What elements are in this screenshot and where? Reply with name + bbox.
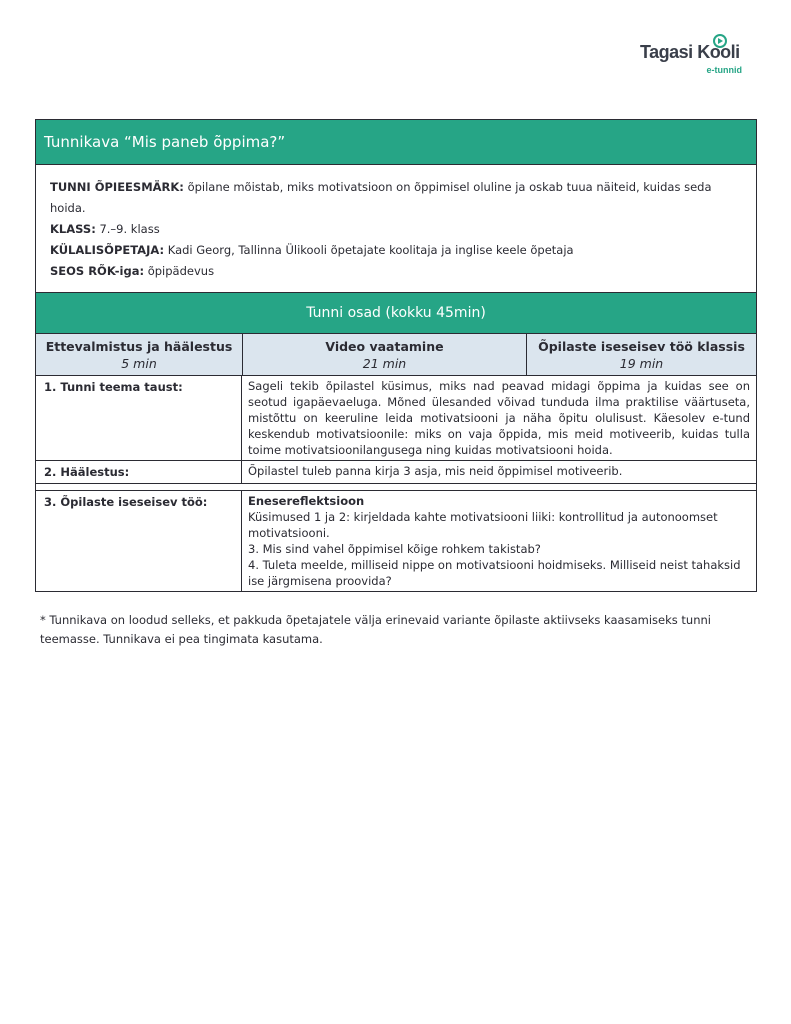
class-label: KLASS:	[50, 222, 96, 236]
class-text: 7.–9. klass	[99, 222, 160, 236]
logo-name: Tagasi Kooli	[640, 42, 740, 62]
lesson-parts-header	[36, 293, 756, 334]
goal-line	[50, 177, 742, 219]
goal-text: õpilane mõistab, miks motivatsioon on õppimisel oluline ja oskab tuua näiteid, kuidas seda hoida.	[50, 180, 712, 215]
phase-cell	[242, 334, 526, 375]
logo-subtitle: e-tunnid	[706, 65, 742, 75]
phase-row	[36, 334, 756, 376]
curriculum-link-text: õpipädevus	[147, 264, 215, 278]
row-content	[242, 491, 756, 591]
lesson-plan-table	[35, 119, 757, 592]
table-row	[36, 376, 756, 461]
table-row	[36, 491, 756, 591]
goal-label: TUNNI ÕPIEESMÄRK:	[50, 180, 184, 194]
phase-name: Õpilaste iseseisev töö klassis	[538, 339, 745, 354]
guest-teacher-line	[50, 240, 742, 261]
phase-name: Video vaatamine	[325, 339, 444, 354]
reflection-line: 4. Tuleta meelde, milliseid nippe on motivatsiooni hoidmiseks. Milliseid neist tahaksid ise järgmisena proovida?	[248, 558, 741, 588]
lesson-info	[36, 165, 756, 293]
reflection-heading: Enesereflektsioon	[248, 494, 365, 508]
row-content: Õpilastel tuleb panna kirja 3 asja, mis neid õppimisel motiveerib.	[248, 464, 623, 478]
phase-name: Ettevalmistus ja häälestus	[45, 339, 233, 354]
reflection-line: 3. Mis sind vahel õppimisel kõige rohkem takistab?	[248, 542, 541, 556]
tagasi-kooli-logo	[640, 32, 750, 80]
guest-teacher-text: Kadi Georg, Tallinna Ülikooli õpetajate koolitaja ja inglise keele õpetaja	[167, 243, 574, 257]
row-label: 2. Häälestus:	[36, 461, 242, 483]
lesson-parts-label: Tunni osad	[306, 305, 381, 321]
lesson-plan-title: Tunnikava “Mis paneb õppima?”	[36, 120, 756, 165]
row-label: 1. Tunni teema taust:	[36, 376, 242, 460]
row-label: 3. Õpilaste iseseisev töö:	[36, 491, 242, 591]
phase-duration: 19 min	[619, 356, 664, 371]
phase-duration: 5 min	[121, 356, 157, 371]
phase-duration: 21 min	[362, 356, 407, 371]
table-row	[36, 461, 756, 484]
class-line	[50, 219, 742, 240]
guest-teacher-label: KÜLALISÕPETAJA:	[50, 243, 165, 257]
row-content: Sageli tekib õpilastel küsimus, miks nad peavad midagi õppima ja kuidas see on seotud igapäevaeluga. Mõned ülesanded võivad tunduda ilma praktilise väärtuseta, mistõttu on keeruline leida motivatsiooni ja näha õpitu olulisust. Käesolev e-tund keskendub motivatsioonile: miks on vaja õppida, mis meid motiveerib, kuidas tulla toime motivatsioonilangusega ning kuidas motivatsiooni hoida.	[248, 379, 750, 457]
reflection-line: Küsimused 1 ja 2: kirjeldada kahte motivatsiooni liiki: kontrollitud ja autonoomset motivatsiooni.	[248, 510, 718, 540]
phase-cell	[36, 334, 242, 375]
phase-cell	[526, 334, 756, 375]
lesson-parts-total: (kokku 45min)	[385, 305, 486, 321]
curriculum-link-label: SEOS RÕK-iga:	[50, 264, 145, 278]
curriculum-link-line	[50, 261, 742, 282]
footnote: * Tunnikava on loodud selleks, et pakkuda õpetajatele välja erinevaid variante õpilaste aktiivseks kaasamiseks tunni teemasse. Tunnikava ei pea tingimata kasutama.	[40, 613, 711, 646]
row-spacer	[36, 484, 756, 491]
